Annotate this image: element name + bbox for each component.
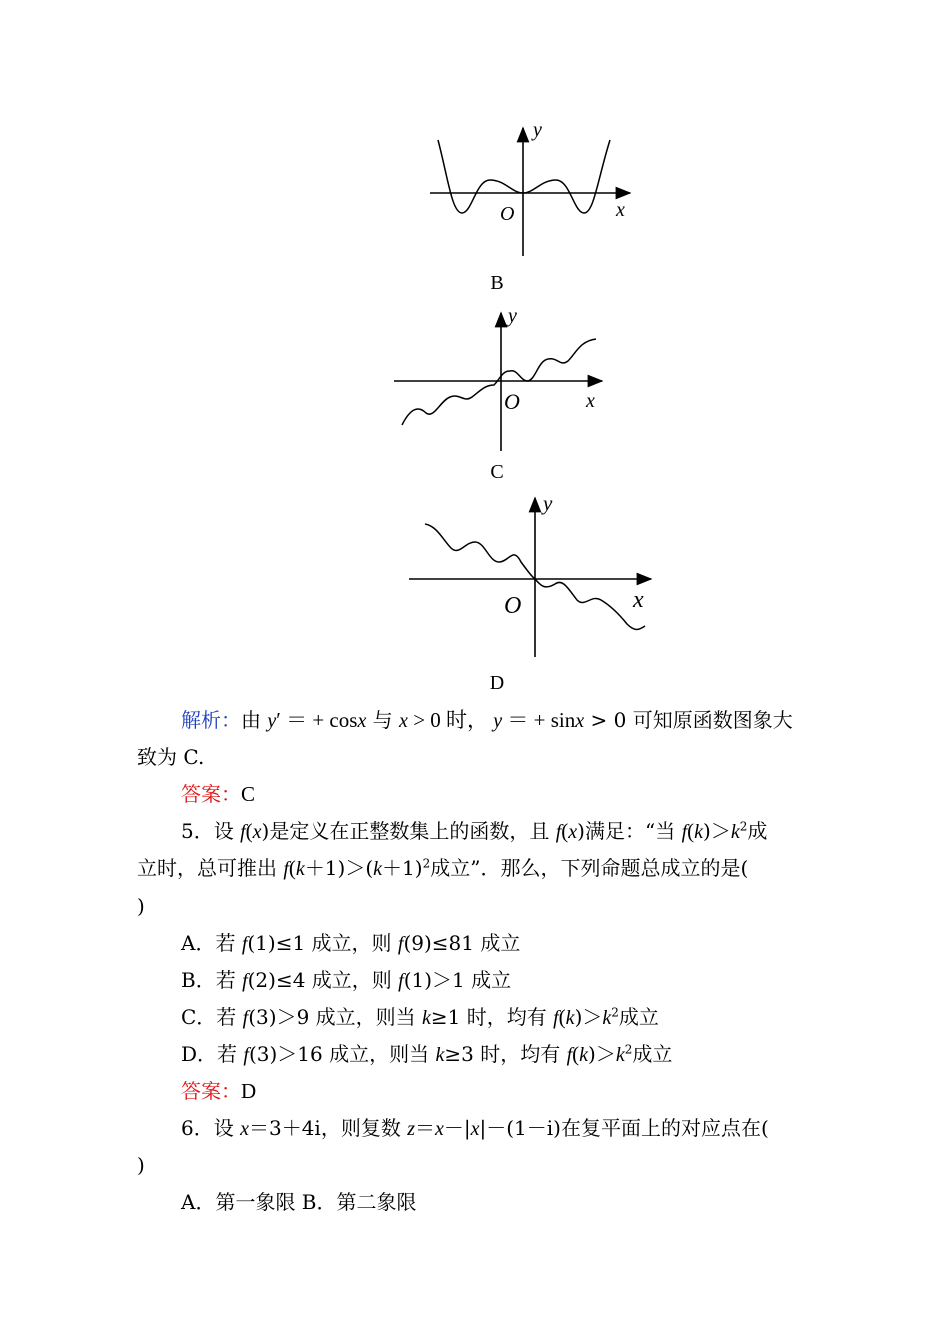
caption-d: D [489, 672, 505, 694]
text: ( [687, 819, 695, 843]
figure-d [405, 490, 660, 660]
text: x [399, 710, 408, 732]
text: (9)≤81 成立 [403, 931, 521, 955]
y-label: y [543, 491, 553, 515]
text: )＞ [574, 1005, 603, 1029]
q5-line-3: ) [137, 894, 145, 918]
text: 成立 [632, 1042, 673, 1066]
text: k [694, 821, 704, 843]
q5-option-a[interactable] [181, 931, 520, 956]
text: > 0 时， [407, 708, 494, 732]
text: z [407, 1118, 415, 1140]
text: (1)＞1 成立 [403, 968, 512, 992]
graph-b [420, 118, 640, 263]
text: B．若 [181, 968, 243, 992]
answer-4 [181, 782, 255, 806]
text: 6．设 [181, 1116, 241, 1140]
text: ≥3 时，均有 [444, 1042, 567, 1066]
figure-c [390, 305, 620, 455]
text: k [422, 1007, 431, 1029]
text: ＝3＋4i，则复数 [248, 1116, 408, 1140]
text: ≥1 时，均有 [430, 1005, 554, 1029]
q6-line-1 [181, 1116, 769, 1141]
text: x [252, 821, 262, 843]
text: f [240, 821, 246, 843]
q5-option-d[interactable] [181, 1042, 672, 1067]
text: C．若 [181, 1005, 243, 1029]
text: (1)≤1 成立，则 [247, 931, 398, 955]
analysis-label: 解析： [181, 708, 241, 732]
text: (2)≤4 成立，则 [247, 968, 399, 992]
superscript: 2 [422, 856, 431, 871]
text: 成 [747, 819, 768, 843]
text: f [283, 858, 289, 880]
text: x [357, 710, 367, 732]
text: f [566, 1044, 573, 1066]
text: f [555, 821, 562, 843]
text: 成立 [618, 1005, 659, 1029]
text: ＋1)＞( [304, 856, 374, 880]
text: x [575, 710, 585, 732]
text: ′ ＝ + cos [276, 708, 358, 732]
y-label: y [533, 119, 542, 141]
text: 立时，总可推出 [137, 856, 284, 880]
text: )＞ [703, 819, 731, 843]
text: k [602, 1007, 612, 1029]
analysis-line-2: 致为 C. [137, 745, 205, 769]
graph-c [390, 305, 620, 455]
superscript: 2 [624, 1042, 633, 1057]
text: |－(1－i)在复平面上的对应点在( [479, 1116, 769, 1140]
text: 由 [241, 708, 268, 732]
text: k [730, 821, 740, 843]
text: －| [443, 1116, 471, 1140]
caption-c: C [490, 461, 504, 483]
curve-c [402, 339, 596, 425]
superscript: 2 [739, 819, 748, 834]
text: f [242, 1007, 249, 1029]
text: 与 [366, 708, 400, 732]
curve-b [438, 140, 610, 213]
text: ＝ + sin [502, 708, 576, 732]
graph-d [405, 490, 660, 660]
q5-line-2 [137, 856, 748, 881]
text: k [373, 858, 383, 880]
answer-value: C [241, 782, 256, 806]
text: f [242, 970, 248, 992]
text: > 0 可知原函数图象大 [584, 708, 793, 732]
text: x [240, 1118, 249, 1140]
text: k [295, 858, 305, 880]
text: y [493, 710, 503, 732]
text: x [470, 1118, 480, 1140]
text: k [435, 1044, 445, 1066]
text: A．若 [181, 931, 242, 955]
text: f [241, 933, 248, 955]
answer-value: D [241, 1079, 257, 1103]
text: x [568, 821, 578, 843]
q5-line-1 [181, 819, 767, 844]
text: k [615, 1044, 625, 1066]
q5-option-c[interactable] [181, 1005, 659, 1030]
analysis-line-1 [181, 708, 793, 733]
text: f [398, 970, 404, 992]
text: f [397, 933, 404, 955]
origin-label: O [504, 389, 520, 414]
x-label: x [616, 199, 625, 221]
superscript: 2 [611, 1005, 619, 1020]
q6-options[interactable]: A．第一象限 B．第二象限 [181, 1190, 417, 1214]
x-label: x [633, 587, 644, 613]
caption-b: B [490, 272, 504, 294]
text: x [434, 1118, 444, 1140]
text: y [267, 710, 277, 732]
q6-line-2: ) [137, 1153, 145, 1177]
text: ( [561, 819, 569, 843]
text: f [681, 821, 688, 843]
answer-label: 答案： [181, 782, 241, 806]
origin-label: O [500, 203, 515, 225]
text: )满足：“当 [577, 819, 682, 843]
text: f [243, 1044, 249, 1066]
y-label: y [508, 305, 517, 327]
text: )＞ [588, 1042, 616, 1066]
text: 成立”．那么，下列命题总成立的是( [430, 856, 749, 880]
text: ( [572, 1042, 580, 1066]
text: ＋1) [382, 856, 423, 880]
text: 5．设 [181, 819, 241, 843]
text: ( [245, 819, 253, 843]
text: f [553, 1007, 559, 1029]
text: (3)＞16 成立，则当 [248, 1042, 436, 1066]
origin-label: O [504, 593, 522, 619]
text: ( [558, 1005, 566, 1029]
answer-label: 答案： [181, 1079, 241, 1103]
text: D．若 [181, 1042, 244, 1066]
q5-option-b[interactable] [181, 968, 511, 993]
x-label: x [586, 390, 595, 412]
text: )是定义在正整数集上的函数，且 [261, 819, 556, 843]
text: k [565, 1007, 575, 1029]
text: ( [288, 856, 296, 880]
answer-5 [181, 1079, 256, 1103]
text: ＝ [414, 1116, 435, 1140]
text: k [579, 1044, 589, 1066]
figure-b [420, 118, 640, 263]
text: (3)＞9 成立，则当 [248, 1005, 423, 1029]
